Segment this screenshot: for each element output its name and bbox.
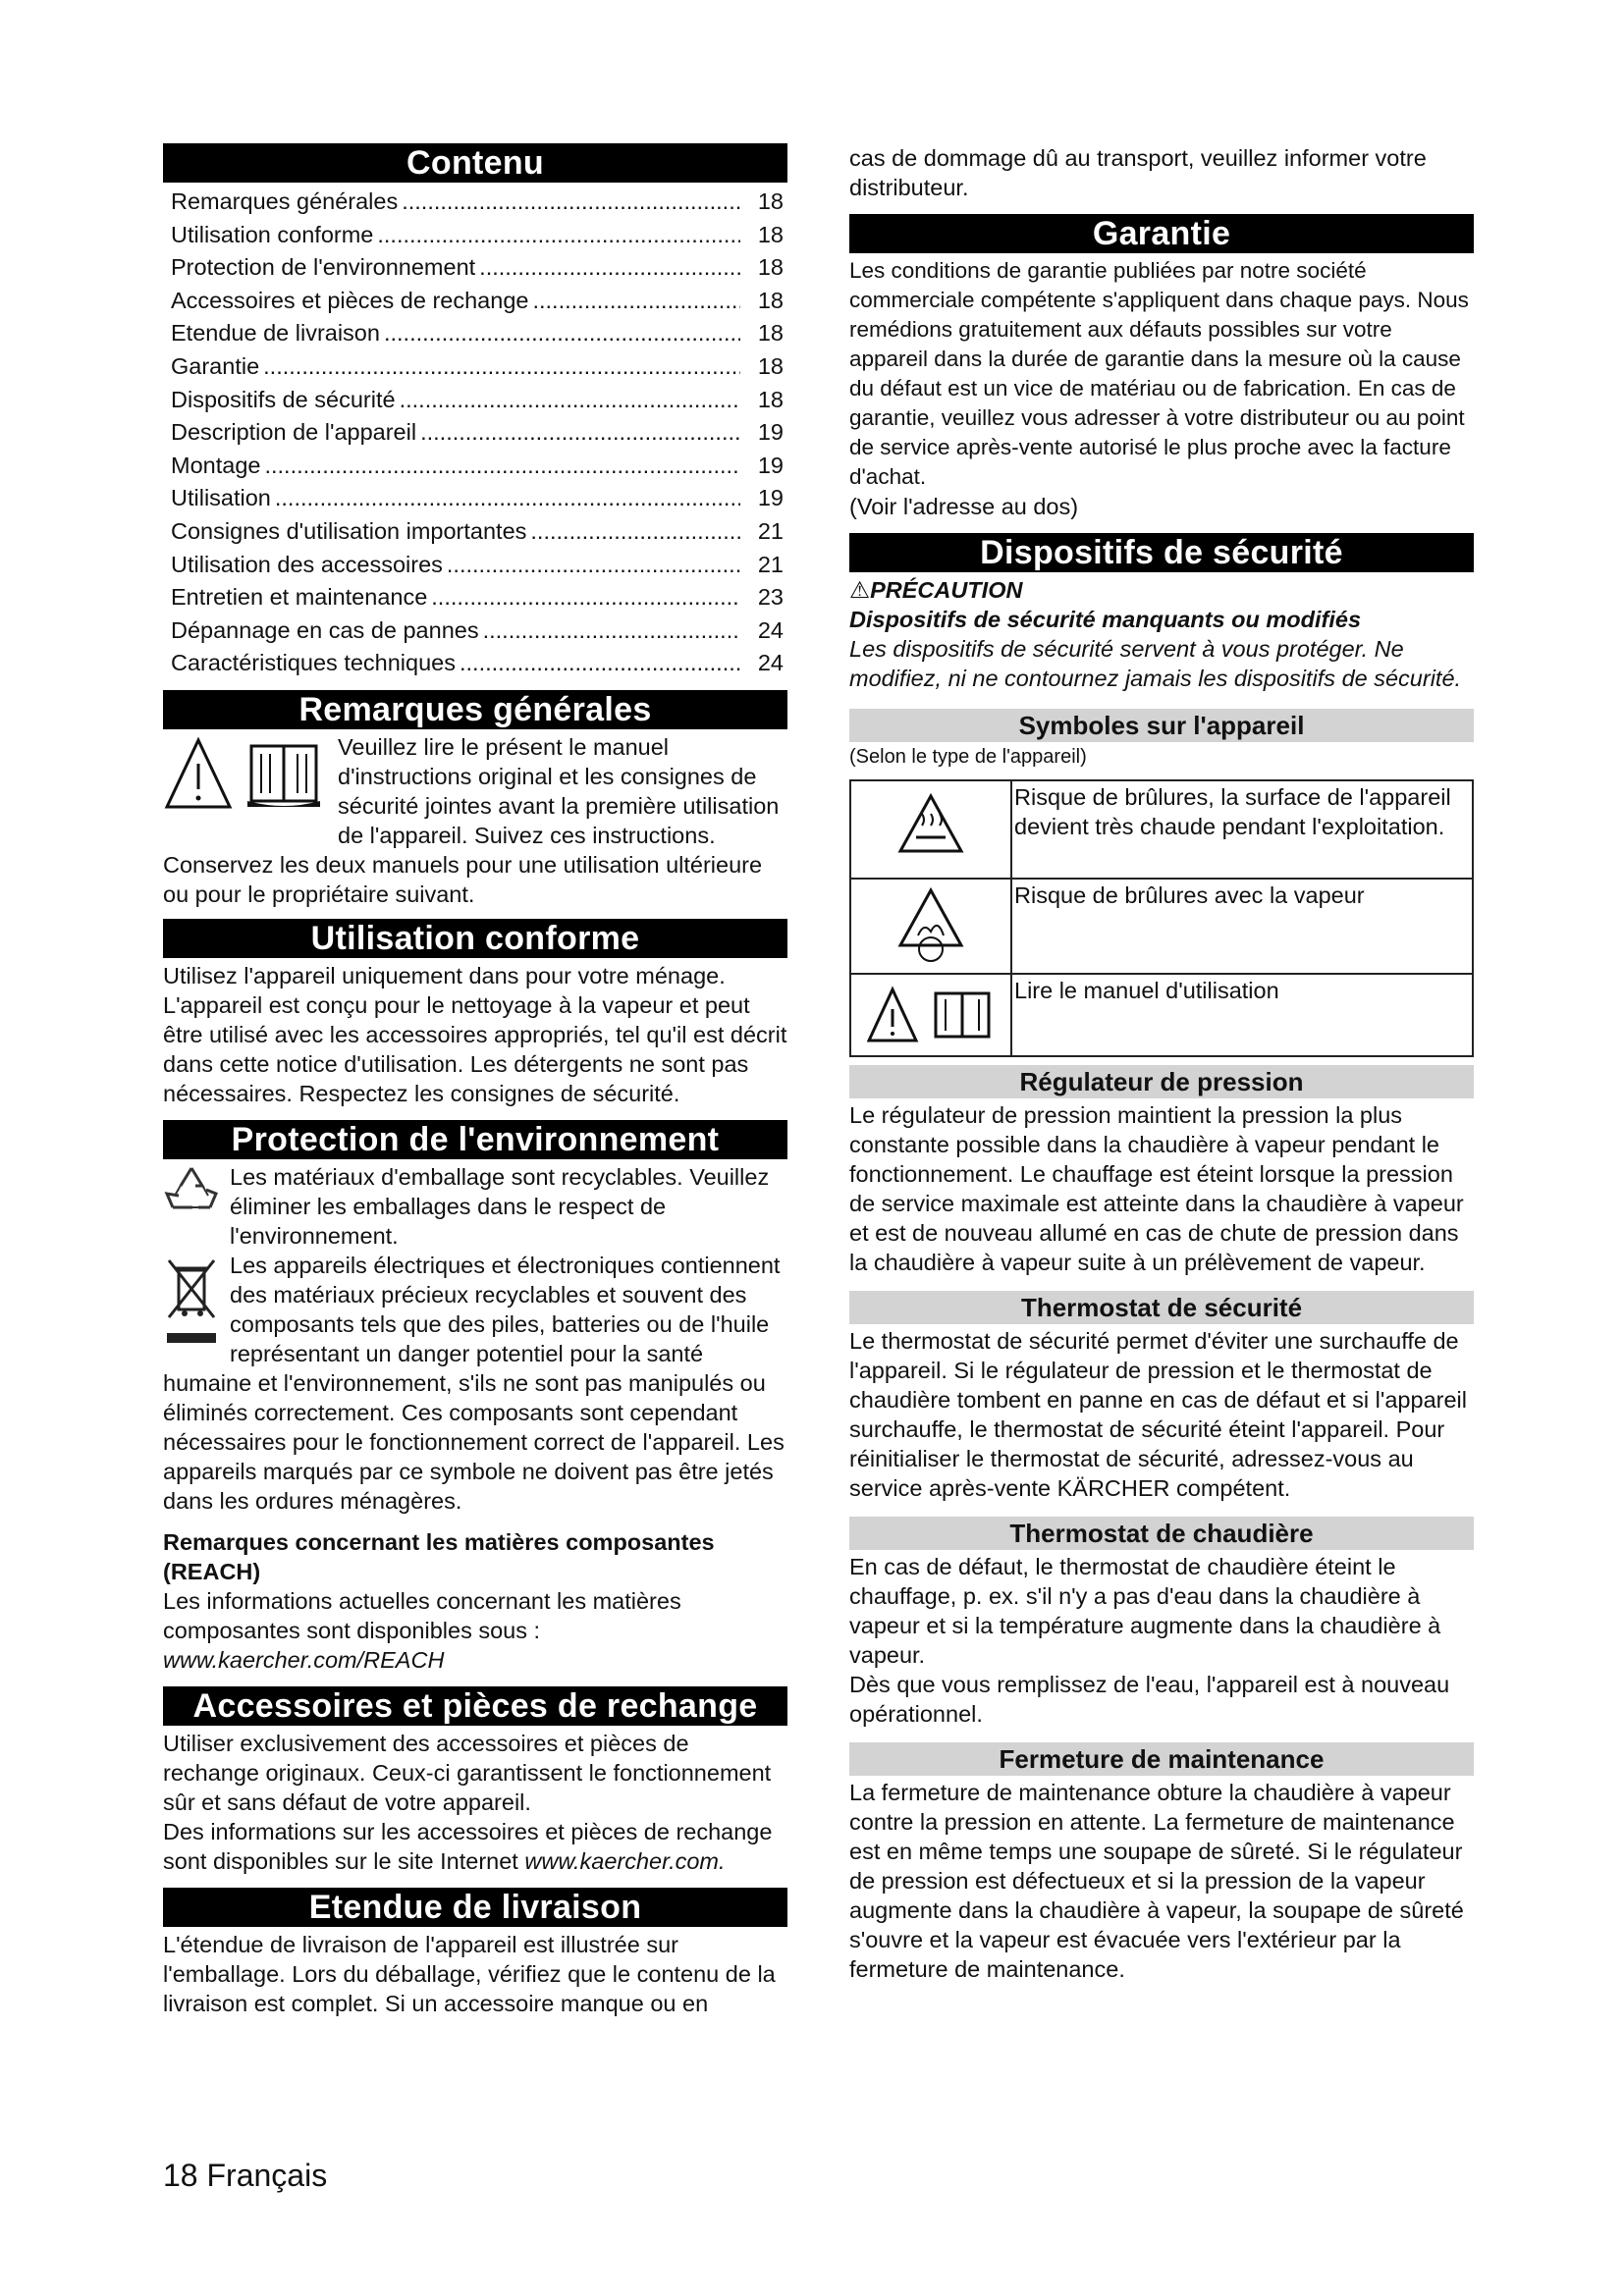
toc-entry-page: 23: [757, 584, 784, 611]
toc-entry-label: Dispositifs de sécurité: [171, 386, 396, 412]
hot-surface-warning-icon: [850, 780, 1011, 879]
right-column: [849, 143, 1474, 1984]
toc-entry-page: 19: [757, 485, 784, 511]
fermeture-heading: Fermeture de maintenance: [849, 1742, 1474, 1776]
livraison-heading: Etendue de livraison: [163, 1888, 787, 1927]
accessoires-paragraph-2: [163, 1817, 787, 1876]
toc-entry-label: Accessoires et pièces de rechange: [171, 287, 529, 313]
toc-entry[interactable]: [163, 482, 787, 515]
thermostat-chaudiere-heading: Thermostat de chaudière: [849, 1517, 1474, 1550]
recycling-text: Les matériaux d'emballage sont recyclables. Veuillez éliminer les emballages dans le respect de l'environnement.: [230, 1163, 770, 1249]
weee-text: Les appareils électriques et électroniques contiennent des matériaux précieux recyclables et souvent des composants tels que des piles, batteries ou de l'huile représentant un danger potentiel pour la santé humaine et l'environnement, s'ils ne sont pas manipulés ou éliminés correctement. Ces composants sont cependant nécessaires pour le fonctionnement correct de l'appareil. Les appareils marqués par ce symbole ne doivent pas être jetés dans les ordures ménagères.: [163, 1252, 785, 1514]
regulateur-text: Le régulateur de pression maintient la pression la plus constante possible dans la chaudière à vapeur pendant le fonctionnement. Le chauffage est éteint lorsque la pression de service maximale est atteinte dans la chaudière à vapeur et est de nouveau allumé en cas de chute de pression dans la chaudière à vapeur suite à un prélèvement de vapeur.: [849, 1102, 1464, 1275]
symbol-text-manual: Lire le manuel d'utilisation: [1011, 974, 1473, 1056]
caution-line: [849, 575, 1474, 605]
thermostat-chaudiere-text-2: Dès que vous remplissez de l'eau, l'appareil est à nouveau opérationnel.: [849, 1672, 1450, 1727]
toc-entry-page: 21: [757, 551, 784, 577]
symbol-text-steam: Risque de brûlures avec la vapeur: [1011, 879, 1473, 974]
toc-entry-page: 18: [757, 320, 784, 347]
toc-dot-leader: [532, 285, 740, 318]
toc-dot-leader: [263, 350, 740, 384]
toc-entry-page: 18: [757, 352, 784, 379]
toc-entry-label: Caractéristiques techniques: [171, 650, 456, 676]
steam-warning-icon: [850, 879, 1011, 974]
toc-dot-leader: [431, 581, 740, 614]
caution-label: PRÉCAUTION: [870, 577, 1023, 603]
toc-entry-page: 18: [757, 188, 784, 214]
livraison-text: L'étendue de livraison de l'appareil est illustrée sur l'emballage. Lors du déballage, vérifiez que le contenu de la livraison est complet. Si un accessoire manque ou en: [163, 1931, 776, 2016]
securite-heading: Dispositifs de sécurité: [849, 533, 1474, 572]
toc-dot-leader: [400, 384, 740, 417]
table-of-contents: [163, 186, 787, 680]
toc-entry-label: Description de l'appareil: [171, 419, 417, 446]
reach-heading: Remarques concernant les matières composantes (REACH): [163, 1528, 715, 1584]
toc-entry-page: 18: [757, 287, 784, 313]
toc-title: Contenu: [163, 143, 787, 183]
accessoires-link[interactable]: www.kaercher.com.: [524, 1847, 726, 1874]
toc-entry[interactable]: [163, 416, 787, 450]
thermostat-securite-heading: Thermostat de sécurité: [849, 1291, 1474, 1324]
toc-entry-label: Montage: [171, 452, 261, 478]
toc-entry[interactable]: [163, 251, 787, 285]
reach-link[interactable]: www.kaercher.com/REACH: [163, 1646, 445, 1673]
toc-entry[interactable]: [163, 515, 787, 549]
toc-dot-leader: [275, 482, 740, 515]
symboles-heading: Symboles sur l'appareil: [849, 709, 1474, 742]
toc-entry-page: 19: [757, 419, 784, 446]
toc-entry-page: 24: [757, 650, 784, 676]
table-row: [850, 879, 1473, 974]
toc-entry[interactable]: [163, 614, 787, 648]
caution-heading: Dispositifs de sécurité manquants ou modifiés: [849, 607, 1362, 632]
page-footer: [163, 2158, 327, 2194]
toc-entry-label: Utilisation des accessoires: [171, 551, 443, 577]
toc-entry[interactable]: [163, 549, 787, 582]
accessoires-text-1: Utiliser exclusivement des accessoires et pièces de rechange originaux. Ceux-ci garantissent le fonctionnement sûr et sans défaut de votre appareil.: [163, 1730, 772, 1815]
garantie-text: Les conditions de garantie publiées par notre société commerciale compétente s'appliquent dans chaque pays. Nous remédions gratuitement aux défauts possibles sur votre appareil dans la durée de garantie dans la mesure où la cause du défaut est un vice de matériau ou de fabrication. En cas de garantie, veuillez vous adresser à votre distributeur ou au point de service après-vente autorisé le plus proche avec la facture d'achat.: [849, 258, 1469, 489]
toc-entry[interactable]: [163, 581, 787, 614]
footer-language: Français: [206, 2158, 328, 2193]
accessoires-heading: Accessoires et pièces de rechange: [163, 1686, 787, 1726]
toc-entry[interactable]: [163, 285, 787, 318]
toc-entry-label: Protection de l'environnement: [171, 254, 476, 281]
symbols-table: [849, 779, 1474, 1057]
toc-entry[interactable]: [163, 186, 787, 219]
page-number: 18: [163, 2158, 198, 2193]
accessoires-text-2: Des informations sur les accessoires et pièces de rechange sont disponibles sur le site Internet: [163, 1818, 773, 1874]
thermostat-securite-text: Le thermostat de sécurité permet d'éviter une surchauffe de l'appareil. Si le régulateur de pression et le thermostat de chaudière tombent en panne en cas de défaut et si l'appareil surchauffe, le thermostat de sécurité éteint l'appareil. Pour réinitialiser le thermostat de sécurité, adressez-vous au service après-vente KÄRCHER compétent.: [849, 1328, 1467, 1501]
toc-dot-leader: [377, 219, 740, 252]
toc-entry[interactable]: [163, 350, 787, 384]
toc-entry-label: Consignes d'utilisation importantes: [171, 517, 527, 544]
toc-entry-label: Remarques générales: [171, 188, 399, 214]
toc-dot-leader: [264, 450, 740, 483]
garantie-heading: Garantie: [849, 214, 1474, 253]
caution-warning-icon: ⚠: [849, 577, 871, 603]
table-row: [850, 974, 1473, 1056]
utilisation-heading: Utilisation conforme: [163, 919, 787, 958]
toc-entry[interactable]: [163, 647, 787, 680]
toc-entry[interactable]: [163, 317, 787, 350]
toc-entry-page: 19: [757, 452, 784, 478]
symbol-text-hot-surface: Risque de brûlures, la surface de l'appareil devient très chaude pendant l'exploitation.: [1011, 780, 1473, 879]
livraison-continued: cas de dommage dû au transport, veuillez informer votre distributeur.: [849, 145, 1427, 200]
garantie-note: (Voir l'adresse au dos): [849, 494, 1079, 519]
left-column: [163, 143, 787, 2018]
recycling-icon: [163, 1162, 220, 1224]
toc-dot-leader: [402, 186, 740, 219]
remarques-section: [163, 732, 787, 919]
toc-entry-label: Dépannage en cas de pannes: [171, 616, 479, 643]
regulateur-heading: Régulateur de pression: [849, 1065, 1474, 1098]
toc-dot-leader: [460, 647, 740, 680]
reach-paragraph: [163, 1586, 787, 1675]
toc-entry-page: 24: [757, 616, 784, 643]
toc-entry-label: Utilisation conforme: [171, 221, 374, 247]
thermostat-chaudiere-text-1: En cas de défaut, le thermostat de chaudière éteint le chauffage, p. ex. s'il n'y a pas d'eau dans la chaudière à vapeur et si la température augmente dans la chaudière à vapeur.: [849, 1554, 1441, 1668]
environnement-heading: Protection de l'environnement: [163, 1120, 787, 1159]
utilisation-text: Utilisez l'appareil uniquement dans pour votre ménage. L'appareil est conçu pour le nettoyage à la vapeur et peut être utilisé avec les accessoires appropriés, tel qu'il est décrit dans cette notice d'utilisation. Les détergents ne sont pas nécessaires. Respectez les consignes de sécurité.: [163, 962, 787, 1106]
toc-entry-page: 18: [757, 221, 784, 247]
environnement-section: [163, 1162, 787, 1675]
read-manual-icon: [850, 974, 1011, 1056]
fermeture-text: La fermeture de maintenance obture la chaudière à vapeur contre la pression en attente. La fermeture de maintenance est en même temps une soupape de sûreté. Si le régulateur de pression est défectueux et si la pression de la vapeur augmente dans la chaudière à vapeur, la soupape de sûreté s'ouvre et la vapeur est évacuée vers l'extérieur par la fermeture de maintenance.: [849, 1780, 1464, 1982]
symboles-note: (Selon le type de l'appareil): [849, 746, 1087, 768]
weee-bin-icon: [163, 1256, 220, 1360]
toc-entry-label: Etendue de livraison: [171, 320, 380, 347]
toc-dot-leader: [530, 515, 740, 549]
toc-dot-leader: [447, 549, 740, 582]
toc-entry[interactable]: [163, 384, 787, 417]
remarques-text: Veuillez lire le présent le manuel d'instructions original et les consignes de sécurité jointes avant la première utilisation de l'appareil. Suivez ces instructions. Conservez les deux manuels pour une utilisation ultérieure ou pour le propriétaire suivant.: [163, 733, 780, 907]
toc-entry-page: 18: [757, 386, 784, 412]
toc-entry[interactable]: [163, 219, 787, 252]
toc-dot-leader: [479, 251, 740, 285]
read-manual-icon: [163, 732, 328, 822]
table-row: [850, 780, 1473, 879]
toc-entry-label: Utilisation: [171, 485, 271, 511]
toc-entry-page: 18: [757, 254, 784, 281]
toc-dot-leader: [483, 614, 740, 648]
caution-text: Les dispositifs de sécurité servent à vous protéger. Ne modifiez, ni ne contournez jamais les dispositifs de sécurité.: [849, 636, 1462, 691]
toc-entry-label: Garantie: [171, 352, 260, 379]
reach-text: Les informations actuelles concernant les matières composantes sont disponibles sous :: [163, 1587, 681, 1643]
toc-dot-leader: [420, 416, 740, 450]
toc-entry[interactable]: [163, 450, 787, 483]
toc-dot-leader: [384, 317, 740, 350]
toc-entry-page: 21: [757, 517, 784, 544]
remarques-heading: Remarques générales: [163, 690, 787, 729]
toc-entry-label: Entretien et maintenance: [171, 584, 428, 611]
